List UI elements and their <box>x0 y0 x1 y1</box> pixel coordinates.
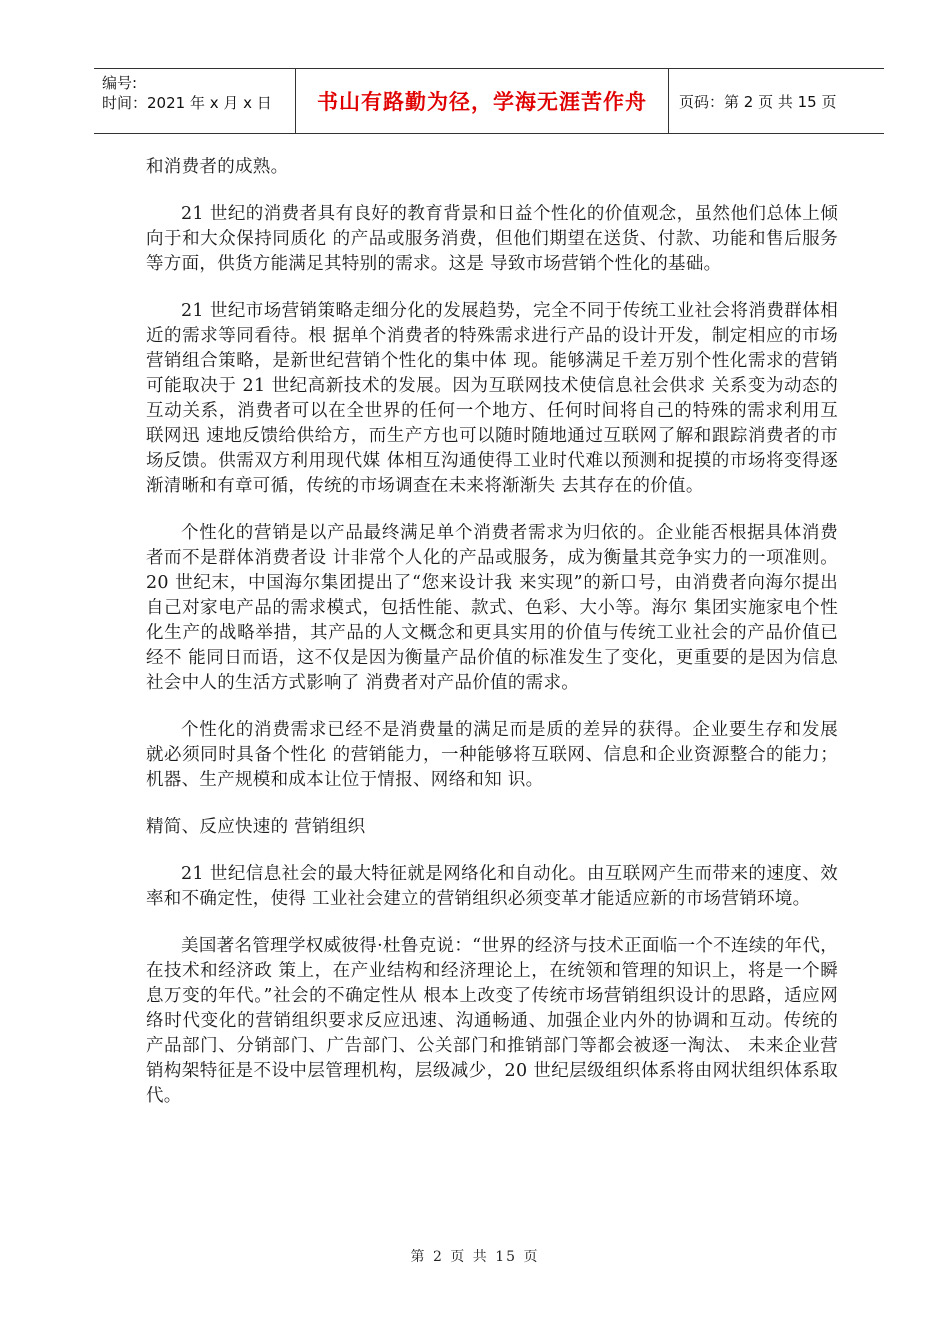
header-table <box>94 68 884 134</box>
paragraph: 美国著名管理学权威彼得·杜鲁克说：“世界的经济与技术正面临一个不连续的年代，在技术和经济政 策上，在产业结构和经济理论上，在统领和管理的知识上，将是一个瞬息万变的年代。”社会的不确定性从 根本上改变了传统市场营销组织设计的思路，适应网络时代变化的营销组织要求反应迅速、沟通畅通、加强企业内外的协调和互动。传统的产品部门、分销部门、广告部门、公关部门和推销部门等都会被逐一淘汰、 未来企业营销构架特征是不设中层管理机构，层级减少，20 世纪层级组织体系将由网状组织体系取代。 <box>146 936 838 1106</box>
header-motto: 书山有路勤为径，学海无涯苦作舟 <box>296 69 669 133</box>
time-label: 时间：2021 年 x 月 x 日 <box>102 94 272 112</box>
serial-number-label: 编号: <box>102 74 138 92</box>
paragraph-continuation: 和消费者的成熟。 <box>146 157 289 177</box>
paragraph: 21 世纪的消费者具有良好的教育背景和日益个性化的价值观念，虽然他们总体上倾向于和大众保持同质化 的产品或服务消费，但他们期望在送货、付款、功能和售后服务等方面，供货方能满足其特别的需求。这是 导致市场营销个性化的基础。 <box>146 204 838 274</box>
page-footer: 第 2 页 共 15 页 <box>410 1249 540 1265</box>
header-page-number: 页码：第 2 页 共 15 页 <box>679 92 837 111</box>
section-heading: 精简、反应快速的 营销组织 <box>146 817 366 837</box>
paragraph: 21 世纪市场营销策略走细分化的发展趋势，完全不同于传统工业社会将消费群体相近的需求等同看待。根 据单个消费者的特殊需求进行产品的设计开发，制定相应的市场营销组合策略，是新世纪营销个性化的集中体 现。能够满足千差万别个性化需求的营销可能取决于 21 世纪高新技术的发展。因为互联网技术使信息社会供求 关系变为动态的互动关系，消费者可以在全世界的任何一个地方、任何时间将自己的特殊的需求利用互联网迅 速地反馈给供给方，而生产方也可以随时随地通过互联网了解和跟踪消费者的市场反馈。供需双方利用现代媒 体相互沟通使得工业时代难以预测和捉摸的市场将变得逐渐清晰和有章可循，传统的市场调查在未来将渐渐失 去其存在的价值。 <box>146 301 838 496</box>
header-info-cell <box>94 69 296 133</box>
paragraph: 个性化的营销是以产品最终满足单个消费者需求为归依的。企业能否根据具体消费者而不是群体消费者设 计非常个人化的产品或服务，成为衡量其竞争实力的一项准则。20 世纪末，中国海尔集团提出了“您来设计我 来实现”的新口号，由消费者向海尔提出自己对家电产品的需求模式，包括性能、款式、色彩、大小等。海尔 集团实施家电个性化生产的战略举措，其产品的人文概念和更具实用的价值与传统工业社会的产品价值已经不 能同日而语，这不仅是因为衡量产品价值的标准发生了变化，更重要的是因为信息社会中人的生活方式影响了 消费者对产品价值的需求。 <box>146 523 838 693</box>
paragraph: 个性化的消费需求已经不是消费量的满足而是质的差异的获得。企业要生存和发展就必须同时具备个性化 的营销能力，一种能够将互联网、信息和企业资源整合的能力；机器、生产规模和成本让位于情报、网络和知 识。 <box>146 720 838 790</box>
document-body <box>146 155 838 1131</box>
paragraph: 21 世纪信息社会的最大特征就是网络化和自动化。由互联网产生而带来的速度、效率和不确定性，使得 工业社会建立的营销组织必须变革才能适应新的市场营销环境。 <box>146 864 838 909</box>
